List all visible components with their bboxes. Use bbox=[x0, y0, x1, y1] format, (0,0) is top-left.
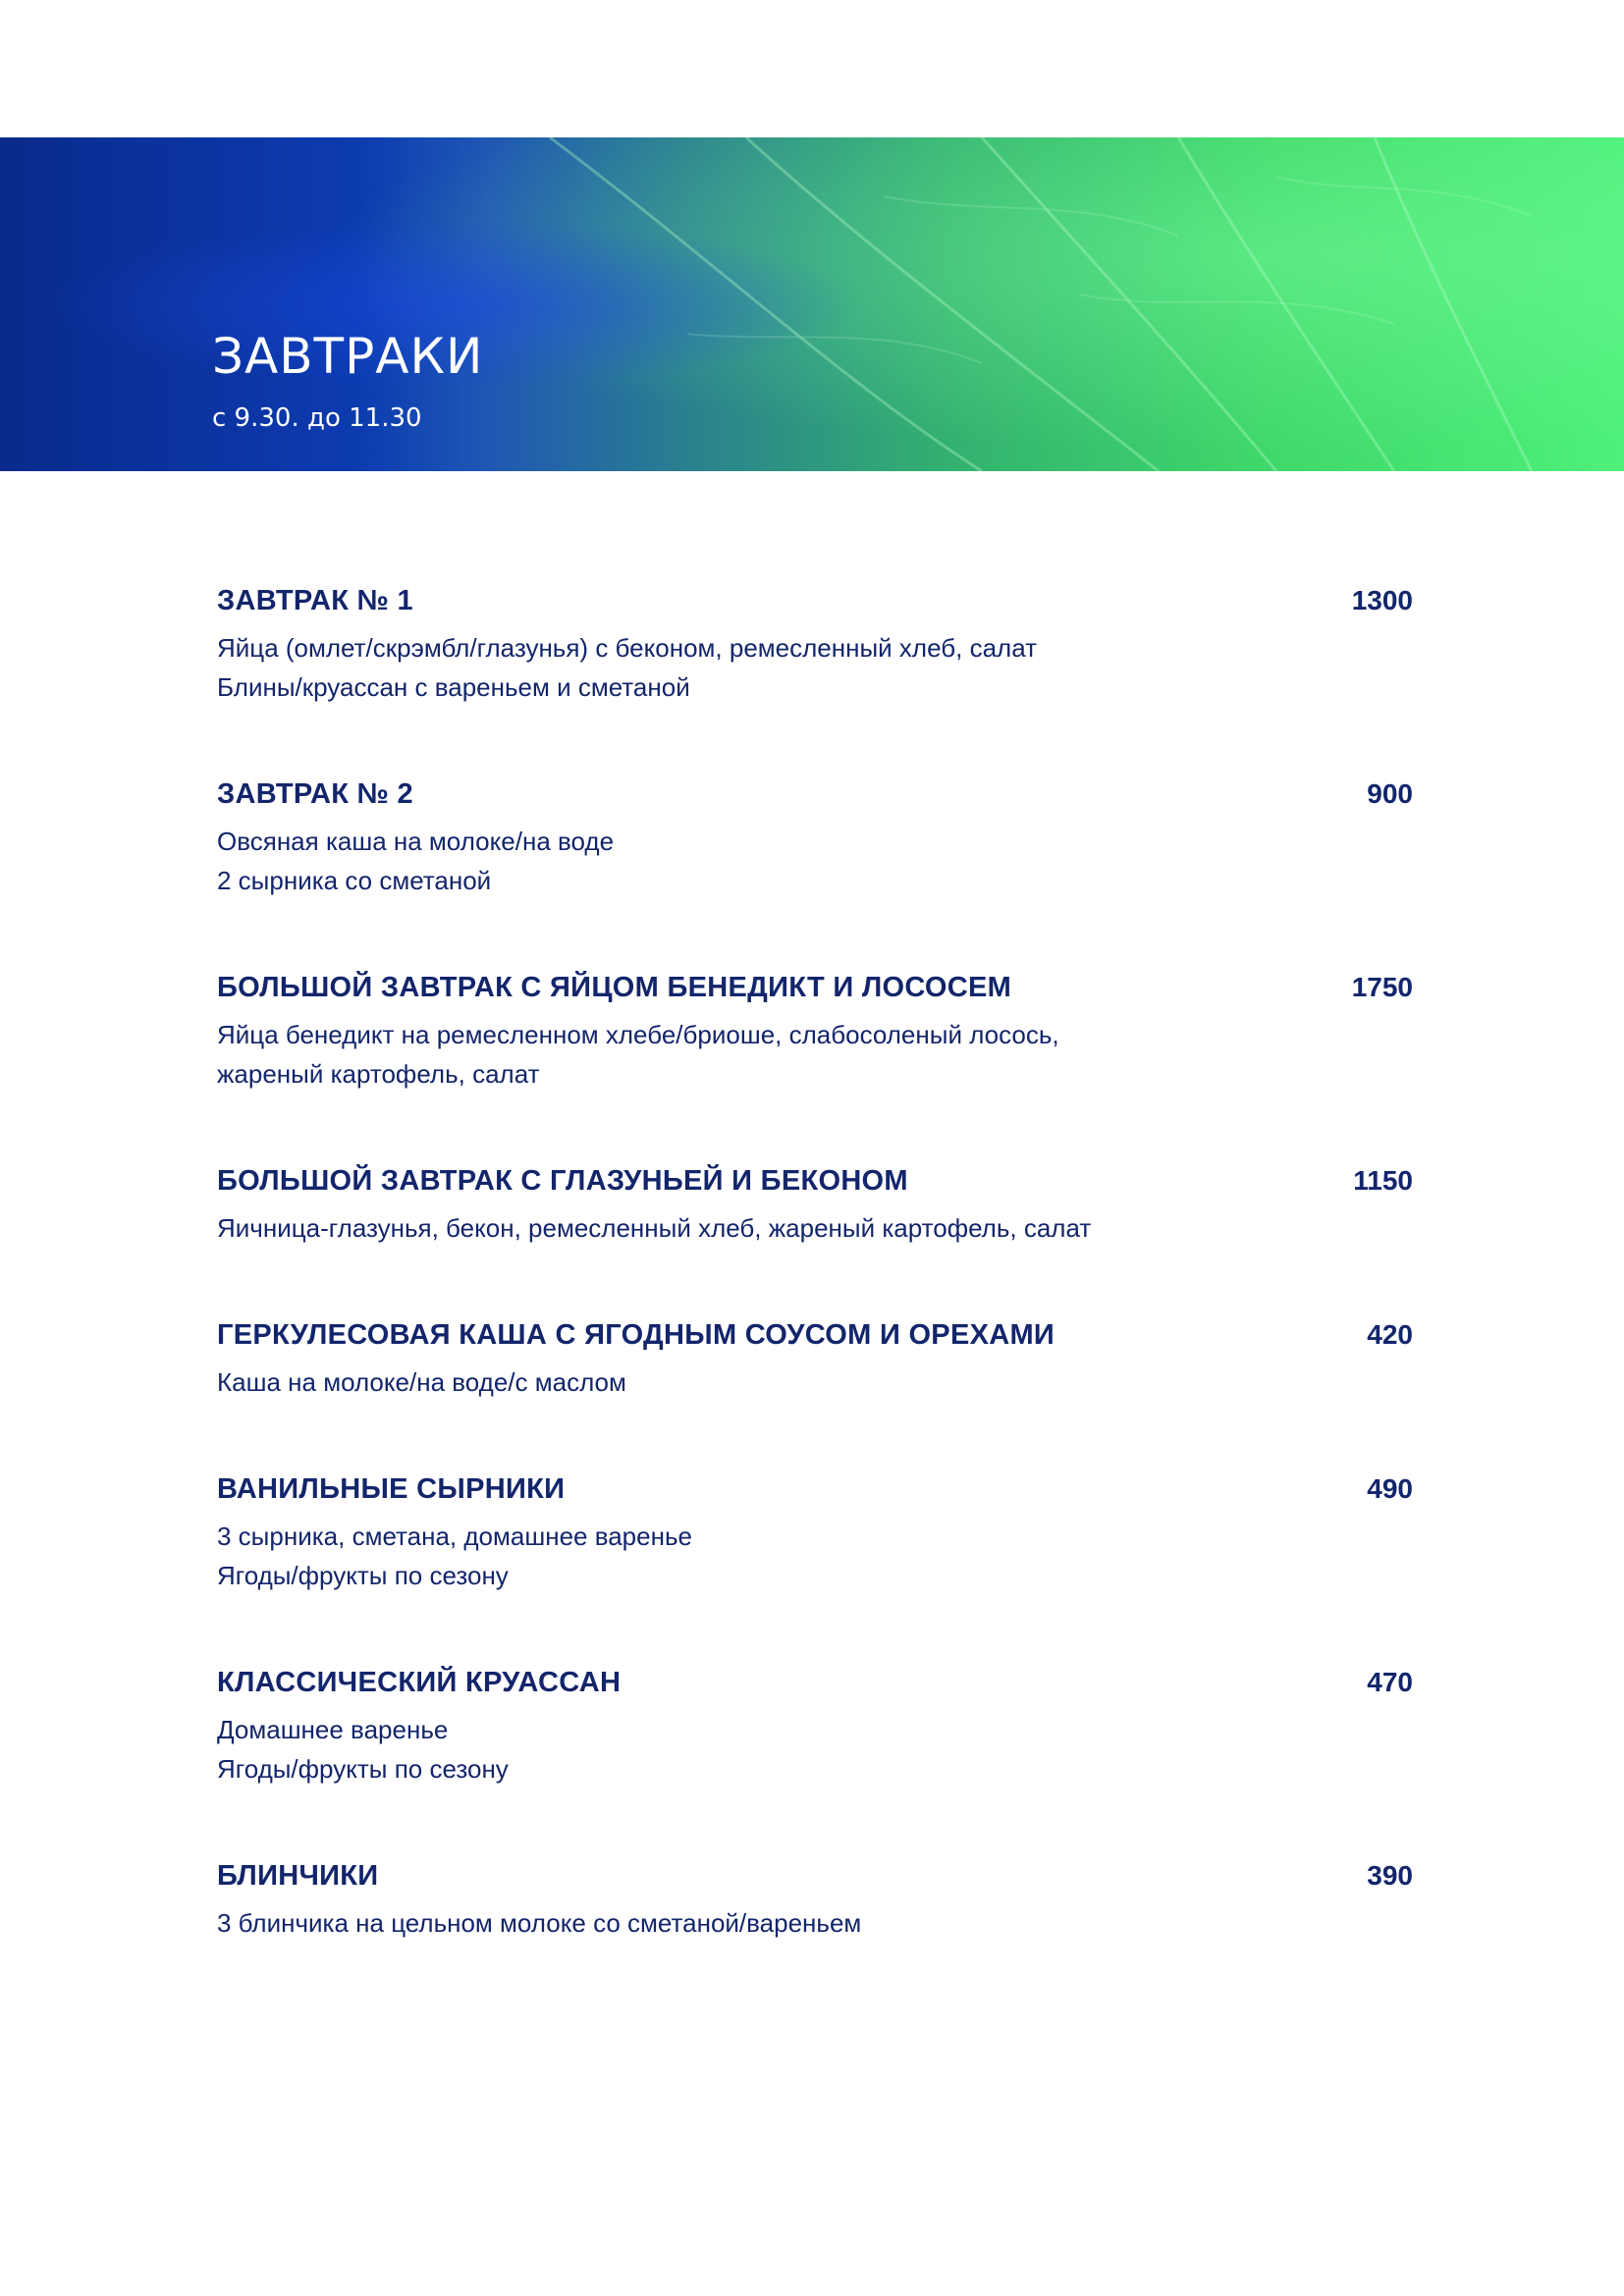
menu-item-name: ВАНИЛЬНЫЕ СЫРНИКИ bbox=[217, 1473, 566, 1505]
menu-item-description: Овсяная каша на молоке/на воде bbox=[217, 827, 615, 856]
menu-item-blinchiki bbox=[217, 1854, 1413, 2008]
menu-item-price: 1150 bbox=[1353, 1165, 1413, 1196]
menu-item-description: Каша на молоке/на воде/с маслом bbox=[217, 1367, 626, 1397]
menu-item-name: БОЛЬШОЙ ЗАВТРАК С ГЛАЗУНЬЕЙ И БЕКОНОМ bbox=[217, 1165, 908, 1197]
serving-hours: с 9.30. до 11.30 bbox=[212, 403, 422, 433]
header-banner bbox=[0, 137, 1624, 471]
menu-item-name: ГЕРКУЛЕСОВАЯ КАША С ЯГОДНЫМ СОУСОМ И ОРЕХАМИ bbox=[217, 1319, 1056, 1351]
menu-item-name: ЗАВТРАК № 2 bbox=[217, 778, 413, 810]
menu-item-description: Яйца (омлет/скрэмбл/глазунья) с беконом, ремесленный хлеб, салат bbox=[217, 633, 1038, 663]
menu-item-description: Домашнее варенье bbox=[217, 1715, 449, 1744]
menu-item-oat-porridge bbox=[217, 1313, 1413, 1468]
menu-item-name: БОЛЬШОЙ ЗАВТРАК С ЯЙЦОМ БЕНЕДИКТ И ЛОСОСЕМ bbox=[217, 972, 1012, 1003]
menu-item-description: Блины/круассан с вареньем и сметаной bbox=[217, 672, 690, 702]
menu-item-description: жареный картофель, салат bbox=[217, 1059, 540, 1089]
menu-item-description: Ягоды/фрукты по сезону bbox=[217, 1561, 509, 1590]
menu-item-name: ЗАВТРАК № 1 bbox=[217, 585, 413, 616]
menu-item-name: БЛИНЧИКИ bbox=[217, 1860, 379, 1892]
menu-item-description: Яйца бенедикт на ремесленном хлебе/бриоше, слабосоленый лосось, bbox=[217, 1020, 1059, 1049]
menu-item-price: 420 bbox=[1367, 1319, 1413, 1350]
menu-item-croissant bbox=[217, 1661, 1413, 1854]
menu-item-vanilla-syrniki bbox=[217, 1468, 1413, 1661]
menu-item-price: 1750 bbox=[1351, 972, 1413, 1002]
menu-item-description: Ягоды/фрукты по сезону bbox=[217, 1754, 509, 1784]
menu-item-breakfast-2 bbox=[217, 773, 1413, 966]
menu-item-price: 490 bbox=[1367, 1473, 1413, 1504]
menu-item-description: 3 блинчика на цельном молоке со сметаной/вареньем bbox=[217, 1908, 862, 1938]
menu-item-benedict-salmon bbox=[217, 966, 1413, 1159]
menu-item-description: 2 сырника со сметаной bbox=[217, 866, 492, 895]
menu-item-price: 390 bbox=[1367, 1860, 1413, 1891]
menu-item-description: 3 сырника, сметана, домашнее варенье bbox=[217, 1522, 692, 1551]
menu-item-price: 470 bbox=[1367, 1667, 1413, 1697]
menu-section-title: ЗАВТРАКИ bbox=[212, 328, 484, 385]
menu-item-description: Яичница-глазунья, бекон, ремесленный хлеб, жареный картофель, салат bbox=[217, 1213, 1092, 1243]
menu-item-price: 1300 bbox=[1351, 585, 1413, 615]
menu-item-name: КЛАССИЧЕСКИЙ КРУАССАН bbox=[217, 1667, 622, 1698]
menu-item-fried-eggs-bacon bbox=[217, 1159, 1413, 1313]
menu-list bbox=[217, 579, 1413, 2008]
menu-item-breakfast-1 bbox=[217, 579, 1413, 773]
menu-item-price: 900 bbox=[1367, 778, 1413, 809]
